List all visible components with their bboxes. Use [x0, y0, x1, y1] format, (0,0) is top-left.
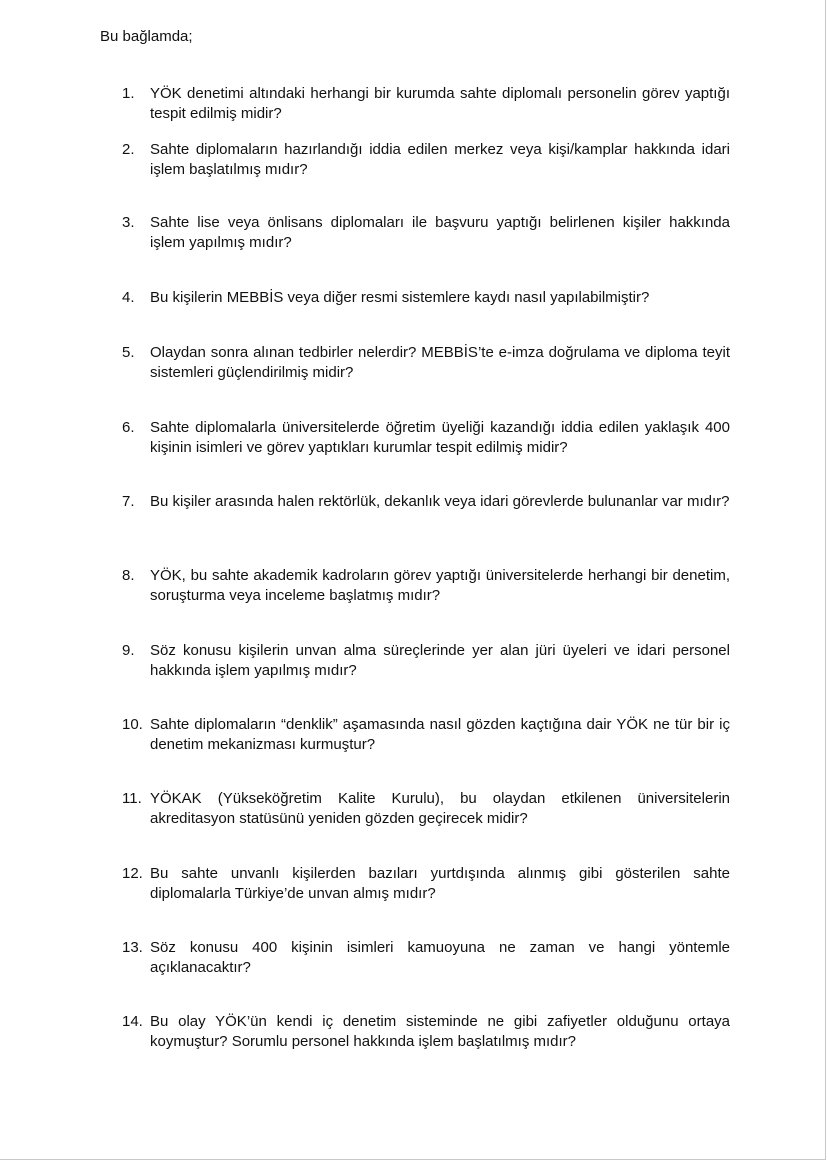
question-number: 14.: [122, 1013, 143, 1030]
question-item: [122, 288, 730, 308]
question-text: Söz konusu 400 kişinin isimleri kamuoyuna ne zaman ve hangi yöntemle açıklanacaktır?: [150, 939, 730, 976]
question-number: 2.: [122, 141, 135, 158]
question-item: [122, 1012, 730, 1052]
question-text: Sahte lise veya önlisans diplomaları ile başvuru yaptığı belirlenen kişiler hakkında işlem yapılmış mıdır?: [150, 214, 730, 251]
question-item: [122, 789, 730, 829]
question-number: 4.: [122, 289, 135, 306]
question-text: Bu olay YÖK’ün kendi iç denetim sisteminde ne gibi zafiyetler olduğunu ortaya koymuştur? Sorumlu personel hakkında işlem başlatılmış mıdır?: [150, 1013, 730, 1050]
question-item: [122, 566, 730, 606]
question-text: Olaydan sonra alınan tedbirler nelerdir? MEBBİS’te e-imza doğrulama ve diploma teyit sistemleri güçlendirilmiş midir?: [150, 344, 730, 381]
question-text: Bu kişiler arasında halen rektörlük, dekanlık veya idari görevlerde bulunanlar var mıdır?: [150, 493, 730, 510]
question-text: Bu sahte unvanlı kişilerden bazıları yurtdışında alınmış gibi gösterilen sahte diplomalarla Türkiye’de unvan almış mıdır?: [150, 865, 730, 902]
question-number: 11.: [122, 790, 142, 807]
question-text: Sahte diplomaların “denklik” aşamasında nasıl gözden kaçtığına dair YÖK ne tür bir iç denetim mekanizması kurmuştur?: [150, 716, 730, 753]
question-item: [122, 492, 730, 512]
question-number: 7.: [122, 493, 135, 510]
question-number: 5.: [122, 344, 135, 361]
question-number: 13.: [122, 939, 143, 956]
question-item: [122, 140, 730, 180]
question-text: Sahte diplomaların hazırlandığı iddia edilen merkez veya kişi/kamplar hakkında idari işlem başlatılmış mıdır?: [150, 141, 730, 178]
question-text: Söz konusu kişilerin unvan alma süreçlerinde yer alan jüri üyeleri ve idari personel hakkında işlem yapılmış mıdır?: [150, 642, 730, 679]
question-item: [122, 864, 730, 904]
question-number: 10.: [122, 716, 143, 733]
question-text: YÖK, bu sahte akademik kadroların görev yaptığı üniversitelerde herhangi bir denetim, soruşturma veya inceleme başlatmış mıdır?: [150, 567, 730, 604]
question-number: 1.: [122, 85, 135, 102]
intro-text: Bu bağlamda;: [100, 28, 193, 45]
question-number: 3.: [122, 214, 135, 231]
question-number: 6.: [122, 419, 135, 436]
question-text: YÖK denetimi altındaki herhangi bir kurumda sahte diplomalı personelin görev yaptığı tespit edilmiş midir?: [150, 85, 730, 122]
question-text: Bu kişilerin MEBBİS veya diğer resmi sistemlere kaydı nasıl yapılabilmiştir?: [150, 289, 650, 306]
question-item: [122, 418, 730, 458]
question-item: [122, 715, 730, 755]
question-item: [122, 84, 730, 124]
question-item: [122, 938, 730, 978]
question-item: [122, 343, 730, 383]
question-text: Sahte diplomalarla üniversitelerde öğretim üyeliği kazandığı iddia edilen yaklaşık 400 kişinin isimleri ve görev yaptıkları kurumlar tespit edilmiş midir?: [150, 419, 730, 456]
question-text: YÖKAK (Yükseköğretim Kalite Kurulu), bu olaydan etkilenen üniversitelerin akreditasyon statüsünü yeniden gözden geçirecek midir?: [150, 790, 730, 827]
question-item: [122, 213, 730, 253]
question-item: [122, 641, 730, 681]
question-number: 8.: [122, 567, 135, 584]
question-number: 9.: [122, 642, 135, 659]
question-number: 12.: [122, 865, 143, 882]
